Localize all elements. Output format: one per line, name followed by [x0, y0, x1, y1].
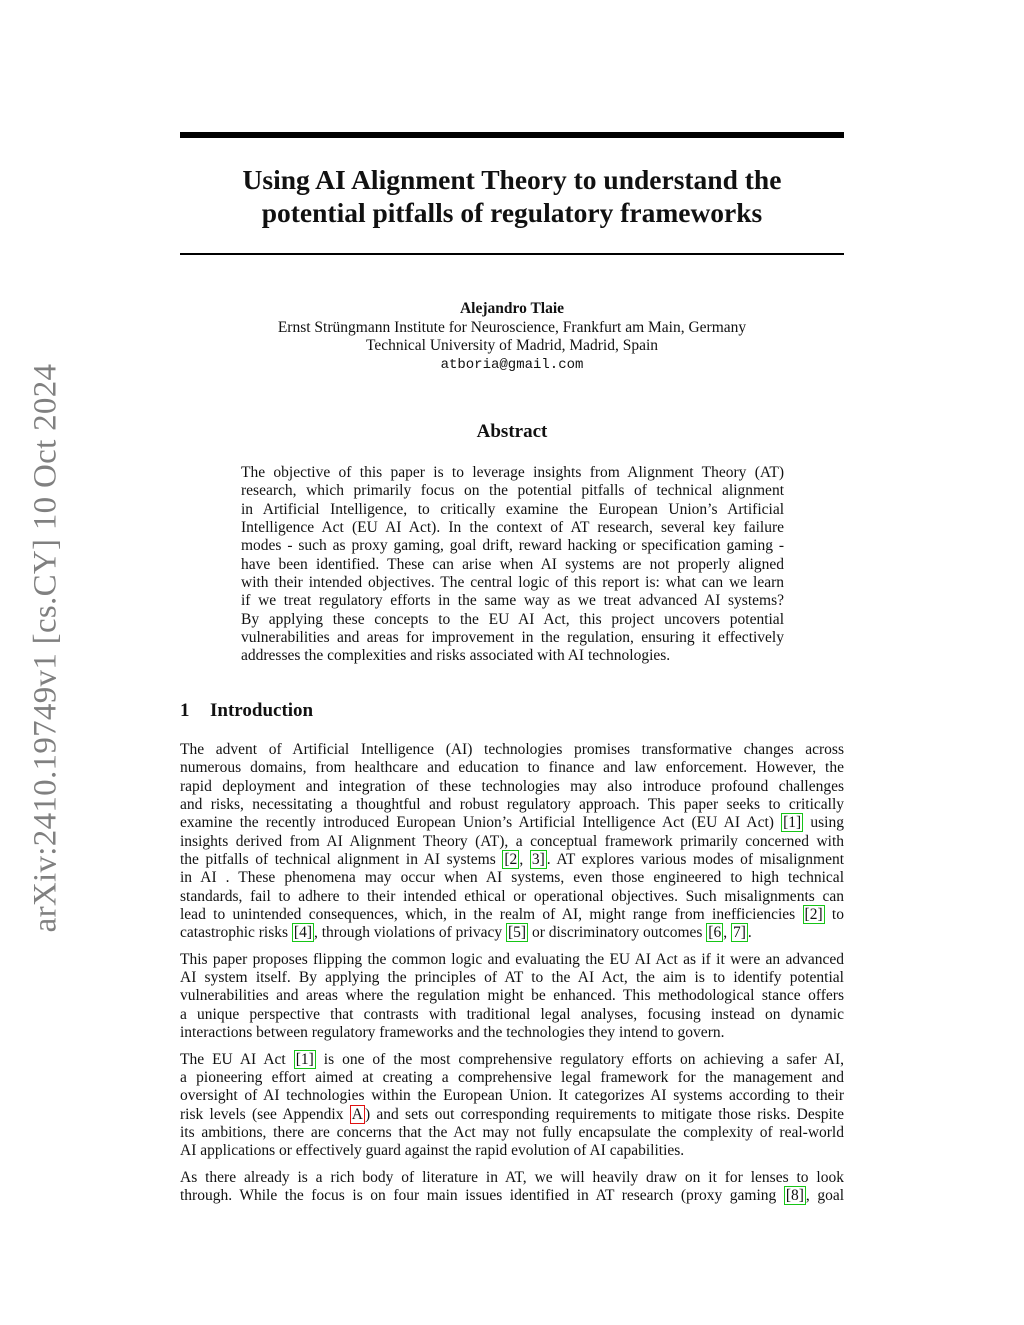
text-run: is one of the most comprehensive regulatory efforts on achieving a safer AI,	[315, 1050, 844, 1068]
title-line: potential pitfalls of regulatory frameworks	[261, 197, 763, 228]
text-run: risk levels (see Appendix	[180, 1105, 350, 1123]
citation-link[interactable]: [8]	[785, 1186, 804, 1204]
text-run: examine the recently introduced European Union’s Artificial Intelligence Act (EU AI Act)	[180, 814, 782, 832]
citation-link[interactable]: [2]	[804, 906, 823, 924]
section-heading-introduction	[180, 700, 313, 722]
abstract-line: if we treat regulatory efforts in the same way as we treat advanced AI systems?	[241, 592, 784, 610]
author-name: Alejandro Tlaie	[459, 300, 565, 317]
paragraph-line	[180, 1187, 844, 1205]
citation-link[interactable]: 7]	[732, 924, 746, 942]
abstract-line: The objective of this paper is to leverage insights from Alignment Theory (AT)	[241, 464, 784, 481]
text-run: ) and sets out corresponding requirements to mitigate those risks. Despite	[364, 1105, 844, 1123]
paragraph-line: vulnerabilities and areas where the regulation might be enhanced. This methodological stance offers	[180, 987, 844, 1005]
title-top-rule	[180, 132, 844, 138]
text-run: . AT explores various modes of misalignment	[546, 851, 845, 869]
paragraph-line	[180, 1051, 844, 1069]
paragraph-gap	[180, 1043, 844, 1051]
citation-link[interactable]: [2	[504, 851, 518, 869]
paragraph-gap	[180, 1161, 844, 1169]
author-block	[180, 300, 844, 374]
text-run: ,	[519, 851, 530, 869]
text-run: or discriminatory outcomes	[528, 924, 707, 942]
text-run: catastrophic risks	[180, 924, 292, 942]
paragraph-line: The advent of Artificial Intelligence (AI) technologies promises transformative changes across	[180, 741, 844, 758]
paragraph-line: oversight of AI technologies within the European Union. It categorizes AI systems according to their	[180, 1087, 844, 1105]
abstract-line: in Artificial Intelligence, to critically examine the European Union’s Artificial	[241, 500, 784, 518]
text-run: through. While the focus is on four main issues identified in AT research (proxy gaming	[180, 1186, 784, 1204]
paragraph-line: AI applications or effectively guard against the rapid evolution of AI capabilities.	[180, 1142, 685, 1160]
paragraph-line: a pioneering effort aimed at creating a comprehensive legal framework for the management and	[180, 1068, 844, 1086]
abstract-line: research, which primarily focus on the potential pitfalls of technical alignment	[241, 482, 784, 500]
citation-link[interactable]: [1]	[783, 814, 802, 832]
author-affiliation: Technical University of Madrid, Madrid, Spain	[365, 337, 659, 354]
paragraph-gap	[180, 943, 844, 951]
paragraph-line: This paper proposes flipping the common logic and evaluating the EU AI Act as if it were an advanced	[180, 950, 844, 968]
text-run: , goal	[805, 1186, 844, 1204]
text-run: to	[824, 906, 844, 924]
appendix-reference-link[interactable]: A	[351, 1105, 363, 1123]
text-run: using	[803, 814, 844, 832]
paragraph-line	[180, 906, 844, 924]
arxiv-identifier-stamp: arXiv:2410.19749v1 [cs.CY] 10 Oct 2024	[27, 363, 64, 933]
text-run: , through violations of privacy	[314, 924, 506, 942]
paragraph-line	[180, 924, 844, 942]
paragraph-line: rapid deployment and integration of these technologies may also introduce profound challenges	[180, 777, 844, 795]
text-run: lead to unintended consequences, which, in the realm of AI, might range from inefficiencies	[180, 906, 803, 924]
abstract-line: have been identified. These can arise when AI systems are not properly aligned	[241, 555, 784, 573]
paper-title	[180, 163, 844, 229]
text-run: the pitfalls of technical alignment in AI systems	[180, 851, 503, 869]
text-run: .	[747, 924, 752, 942]
section-number: 1	[180, 700, 190, 721]
paragraph-line	[180, 1106, 844, 1124]
paragraph-line: insights derived from AI Alignment Theory (AT), a conceptual framework primarily concerned with	[180, 832, 844, 850]
author-affiliation: Ernst Strüngmann Institute for Neuroscience, Frankfurt am Main, Germany	[277, 318, 747, 336]
paragraph-line: As there already is a rich body of literature in AT, we will heavily draw on it for lenses to look	[180, 1168, 844, 1186]
abstract-body	[241, 464, 784, 666]
citation-link[interactable]: [4]	[293, 924, 312, 942]
citation-link[interactable]: [6	[708, 924, 722, 942]
section-title: Introduction	[210, 700, 314, 721]
title-bottom-rule	[180, 253, 844, 255]
abstract-line: modes - such as proxy gaming, goal drift, reward hacking or specification gaming -	[241, 537, 784, 555]
abstract-line: addresses the complexities and risks associated with AI technologies.	[241, 647, 671, 665]
paragraph-line: in AI . These phenomena may occur when AI systems, even those engineered to high technical	[180, 869, 844, 887]
text-run: The EU AI Act	[180, 1050, 294, 1068]
paragraph-line: AI system itself. By applying the principles of AT to the AI Act, the aim is to identify potential	[180, 969, 844, 987]
paragraph-line: a unique perspective that contrasts with traditional legal analyses, focusing instead on dynamic	[180, 1005, 844, 1023]
abstract-line: with their intended objectives. The central logic of this report is: what can we learn	[241, 574, 784, 592]
introduction-body	[180, 741, 844, 1205]
paragraph-line: and risks, necessitating a thoughtful and robust regulatory approach. This paper seeks to critically	[180, 796, 844, 814]
text-run: ,	[723, 924, 731, 942]
abstract-line: vulnerabilities and areas for improvement in the regulation, ensuring it effectively	[241, 629, 784, 647]
citation-link[interactable]: 3]	[531, 851, 545, 869]
abstract-heading: Abstract	[476, 421, 548, 442]
title-line: Using AI Alignment Theory to understand the	[242, 164, 782, 195]
paragraph-line: standards, fail to adhere to their intended ethical or operational objectives. Such misalignments can	[180, 887, 844, 905]
abstract-line: Intelligence Act (EU AI Act). In the context of AT research, several key failure	[241, 519, 784, 537]
citation-link[interactable]: [1]	[295, 1050, 314, 1068]
paragraph-line: numerous domains, from healthcare and education to finance and law enforcement. However, the	[180, 759, 844, 777]
paragraph-line: interactions between regulatory frameworks and the technologies they intend to govern.	[180, 1024, 725, 1042]
citation-link[interactable]: [5]	[508, 924, 527, 942]
paragraph-line	[180, 851, 844, 869]
paragraph-line: its ambitions, there are concerns that the Act may not fully encapsulate the complexity of real-world	[180, 1123, 844, 1141]
abstract-line: By applying these concepts to the EU AI Act, this project uncovers potential	[241, 610, 784, 628]
author-email[interactable]: atboria@gmail.com	[440, 356, 584, 373]
paragraph-line	[180, 814, 844, 832]
